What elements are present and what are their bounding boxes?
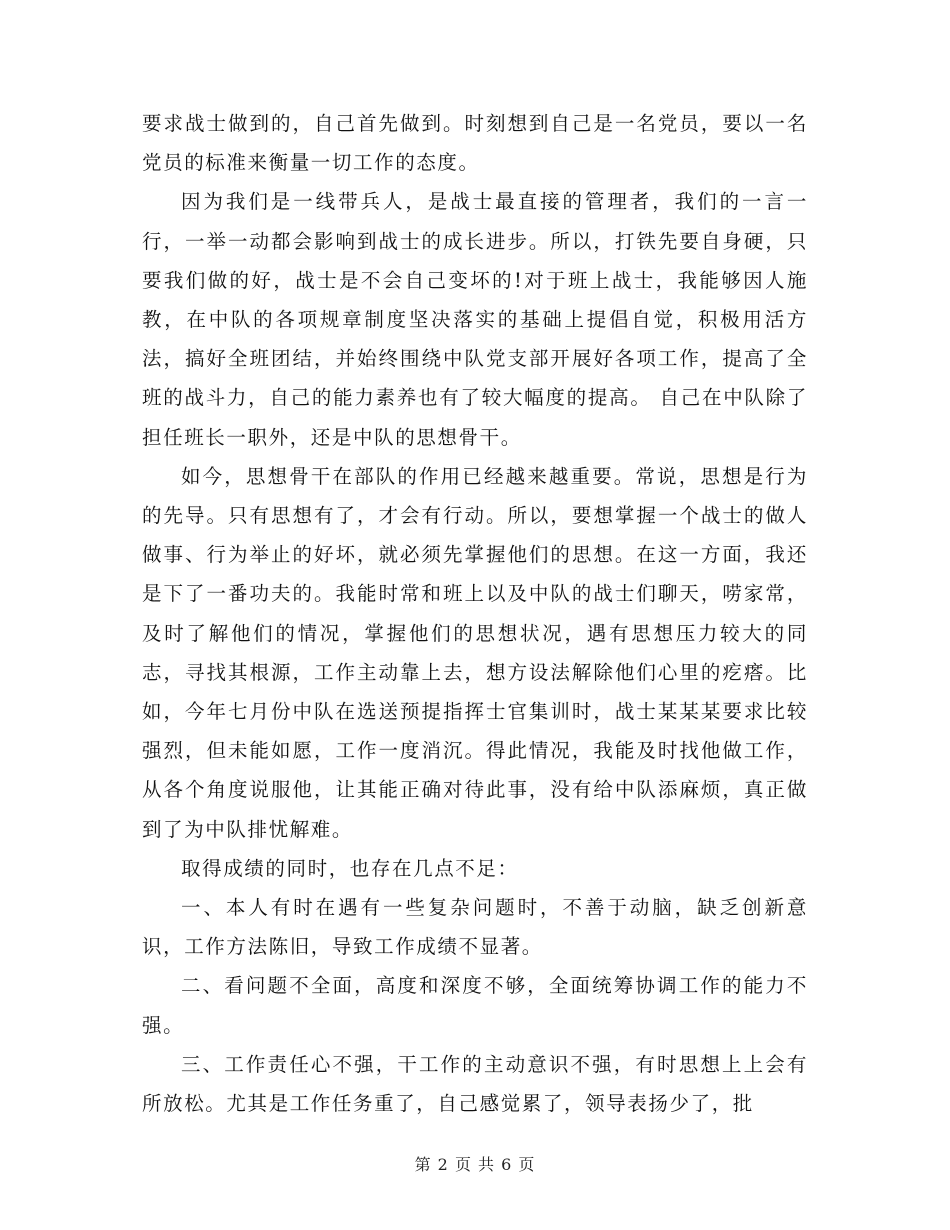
- paragraph-5: 一、本人有时在遇有一些复杂问题时，不善于动脑，缺乏创新意识，工作方法陈旧，导致工作成绩不显著。: [142, 896, 808, 959]
- document-body: [142, 104, 808, 1123]
- paragraph-2: 因为我们是一线带兵人，是战士最直接的管理者，我们的一言一行，一举一动都会影响到战士的成长进步。所以，打铁先要自身硬，只要我们做的好，战士是不会自己变坏的!对于班上战士，我能够因人施教，在中队的各项规章制度坚决落实的基础上提倡自觉，积极用活方法，搞好全班团结，并始终围绕中队党支部开展好各项工作，提高了全班的战斗力，自己的能力素养也有了较大幅度的提高。 自己在中队除了担任班长一职外，还是中队的思想骨干。: [142, 190, 808, 449]
- page-number-label: 第 2 页 共 6 页: [414, 1155, 536, 1174]
- paragraph-3: 如今，思想骨干在部队的作用已经越来越重要。常说，思想是行为的先导。只有思想有了，才会有行动。所以，要想掌握一个战士的做人做事、行为举止的好坏，就必须先掌握他们的思想。在这一方面，我还是下了一番功夫的。我能时常和班上以及中队的战士们聊天，唠家常，及时了解他们的情况，掌握他们的思想状况，遇有思想压力较大的同志，寻找其根源，工作主动靠上去，想方设法解除他们心里的疙瘩。比如，今年七月份中队在选送预提指挥士官集训时，战士某某某要求比较强烈，但未能如愿，工作一度消沉。得此情况，我能及时找他做工作，从各个角度说服他，让其能正确对待此事，没有给中队添麻烦，真正做到了为中队排忧解难。: [142, 464, 808, 841]
- page-footer: [0, 1152, 950, 1175]
- paragraph-4: 取得成绩的同时，也存在几点不足：: [181, 856, 519, 880]
- paragraph-6: 二、看问题不全面，高度和深度不够，全面统筹协调工作的能力不强。: [142, 974, 808, 1037]
- paragraph-1: 要求战士做到的，自己首先做到。时刻想到自己是一名党员，要以一名党员的标准来衡量一切工作的态度。: [142, 112, 808, 175]
- paragraph-7: 三、工作责任心不强，干工作的主动意识不强，有时思想上上会有所放松。尤其是工作任务重了，自己感觉累了，领导表扬少了，批: [142, 1052, 808, 1116]
